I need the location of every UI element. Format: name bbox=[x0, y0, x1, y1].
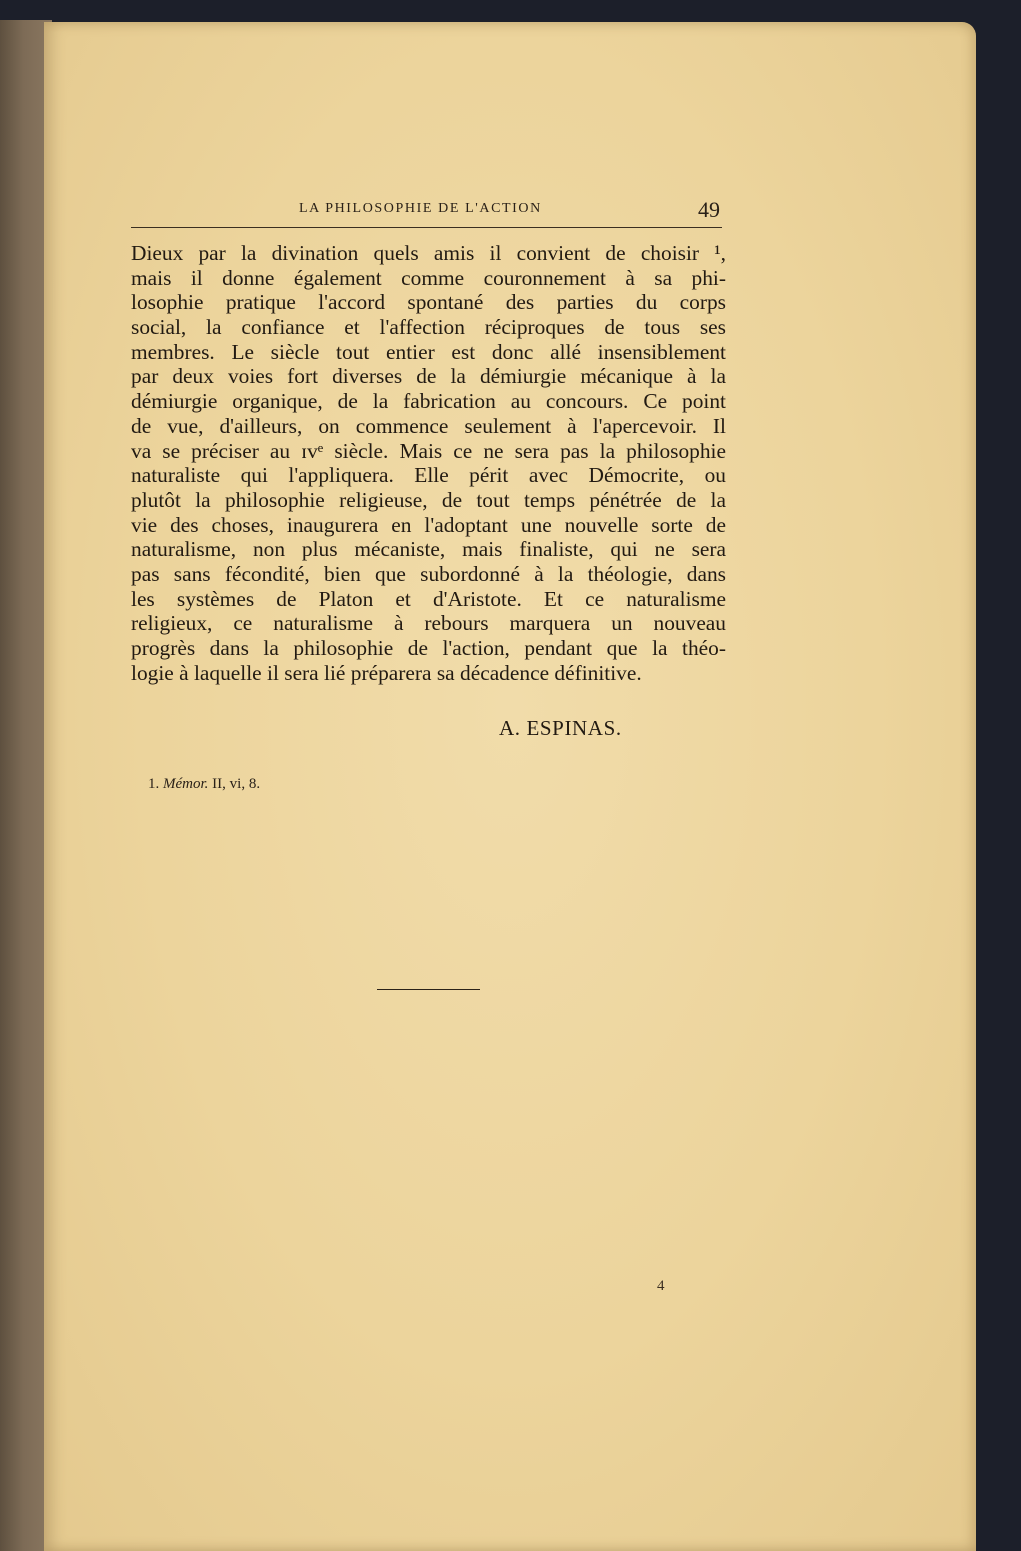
text-line: va se préciser au ɪᴠᵉ siècle. Mais ce ne sera pas la philosophie bbox=[131, 438, 726, 463]
text-line: de vue, d'ailleurs, on commence seulement à l'apercevoir. Il bbox=[131, 413, 726, 438]
text-line: naturalisme, non plus mécaniste, mais finaliste, qui ne sera bbox=[131, 537, 726, 562]
footnote-number: 1. bbox=[148, 776, 160, 792]
text-line: progrès dans la philosophie de l'action, pendant que la théo- bbox=[131, 636, 726, 660]
author-signature: A. ESPINAS. bbox=[499, 716, 622, 740]
text-line: démiurgie organique, de la fabrication au concours. Ce point bbox=[131, 389, 726, 414]
running-head-title: LA PHILOSOPHIE DE L'ACTION bbox=[299, 201, 542, 216]
text-line: losophie pratique l'accord spontané des parties du corps bbox=[131, 290, 726, 315]
end-rule-divider bbox=[377, 989, 480, 990]
page-number: 49 bbox=[698, 197, 720, 222]
printer-signature-mark: 4 bbox=[657, 1278, 665, 1294]
text-line: membres. Le siècle tout entier est donc allé insensiblement bbox=[131, 339, 726, 364]
footnote-work: Mémor. bbox=[163, 776, 209, 792]
text-line: Dieux par la divination quels amis il convient de choisir ¹, bbox=[131, 241, 726, 265]
text-line: naturaliste qui l'appliquera. Elle périt avec Démocrite, ou bbox=[131, 463, 726, 488]
text-line: les systèmes de Platon et d'Aristote. Et ce naturalisme bbox=[131, 586, 726, 611]
footnote-reference: II, vi, 8. bbox=[212, 776, 261, 792]
body-paragraph bbox=[131, 241, 726, 685]
text-line: mais il donne également comme couronnement à sa phi- bbox=[131, 265, 726, 290]
text-line: logie à laquelle il sera lié préparera sa décadence définitive. bbox=[131, 660, 642, 685]
text-line: social, la confiance et l'affection réciproques de tous ses bbox=[131, 315, 726, 340]
text-line: religieux, ce naturalisme à rebours marquera un nouveau bbox=[131, 611, 726, 636]
text-line: vie des choses, inaugurera en l'adoptant une nouvelle sorte de bbox=[131, 512, 726, 537]
text-line: plutôt la philosophie religieuse, de tout temps pénétrée de la bbox=[131, 487, 726, 512]
text-line: par deux voies fort diverses de la démiurgie mécanique à la bbox=[131, 364, 726, 389]
text-line: pas sans fécondité, bien que subordonné à la théologie, dans bbox=[131, 561, 726, 586]
footnote bbox=[148, 776, 260, 793]
running-head bbox=[131, 193, 722, 228]
